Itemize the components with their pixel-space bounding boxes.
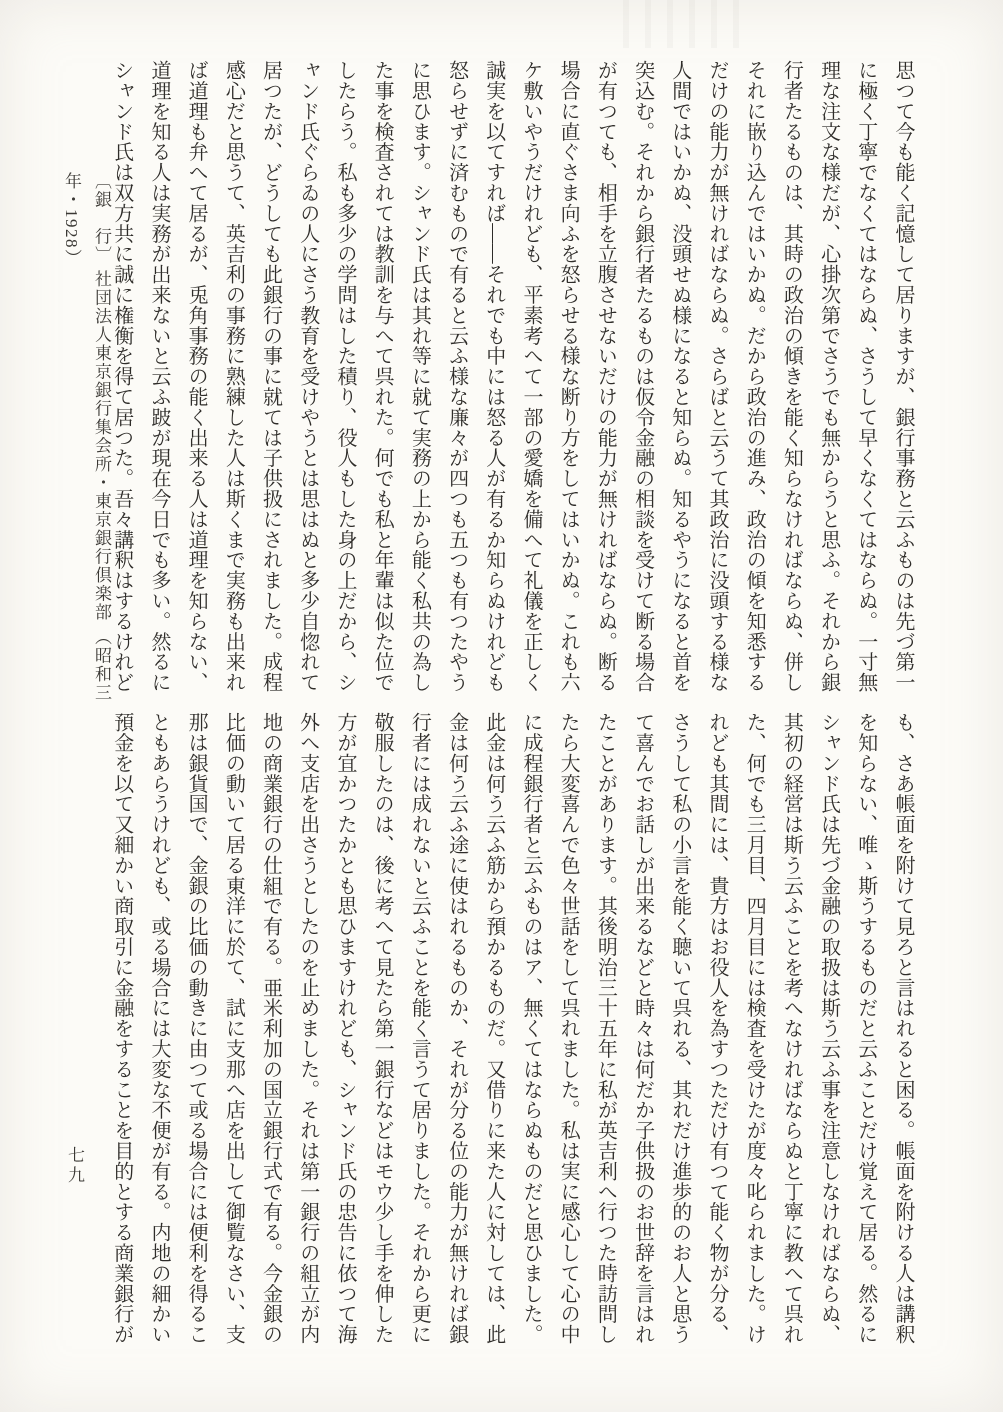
text-column: 那は銀貨国で、金銀の比価の動きに由つて或る場合には便利を得るこ xyxy=(185,712,208,1345)
text-column: さうして私の小言を能く聴いて呉れる、其れだけ進歩的のお人と思う xyxy=(668,712,691,1345)
text-column: て喜んでお話しが出来るなどと時々は何だか子供扱のお世辞を言はれ xyxy=(631,712,654,1345)
page-number: 七九 xyxy=(65,1146,84,1186)
text-column: 比価の動いて居る東洋に於て、試に支那へ店を出して御覧なさい、支 xyxy=(222,712,245,1345)
text-column: 行者には成れないと云ふことを能く言うて居りました。それから更に xyxy=(408,712,431,1345)
text-column: 道理を知る人は実務が出来ないと云ふ跛が現在今日でも多い。然るに xyxy=(147,60,170,693)
text-column: 此金は何う云ふ筋から預かるものだ。又借りに来た人に対しては、此 xyxy=(482,712,505,1345)
source-title: 社団法人東京銀行集会所・東京銀行倶楽部 xyxy=(92,270,111,622)
bottom-text-block xyxy=(103,712,921,1345)
text-column: 預金を以て又細かい商取引に金融をすることを目的とする商業銀行が xyxy=(110,712,133,1345)
top-text-block xyxy=(103,60,921,694)
text-column: た、何でも三月目、四月目には検査を受けたが度々叱られました。け xyxy=(743,712,766,1345)
text-column: 敬服したのは、後に考へて見たら第一銀行などはモウ少し手を伸した xyxy=(371,712,394,1345)
text-column: シャンド氏は双方共に誠に権衡を得て居つた。吾々講釈はするけれど xyxy=(110,60,133,693)
text-column: 誠実を以てすれば――それでも中には怒る人が有るか知らぬけれども xyxy=(482,60,505,693)
text-column: に極く丁寧でなくてはならぬ、さうして早くなくてはならぬ。一寸無 xyxy=(854,60,877,693)
text-column: 突込む。それから銀行者たるものは仮令金融の相談を受けて断る場合 xyxy=(631,60,654,693)
text-column: が有つても、相手を立腹させないだけの能力が無ければならぬ。断る xyxy=(594,60,617,693)
text-column: た事を検査されては教訓を与へて呉れた。何でも私と年輩は似た位で xyxy=(371,60,394,693)
text-column: 居つたが、どうしても此銀行の事に就ては子供扱にされました。成程 xyxy=(259,60,282,693)
text-column: に成程銀行者と云ふものはア、無くてはならぬものだと思ひました。 xyxy=(519,712,542,1345)
text-column: 其初の経営は斯う云ふことを考へなければならぬと丁寧に教へて呉れ xyxy=(780,712,803,1345)
text-column: 怒らせずに済むもので有ると云ふ様な廉々が四つも五つも有つたやう xyxy=(445,60,468,693)
scan-showthrough-artifact xyxy=(623,0,743,48)
text-column: ケ敷いやうだけれども、平素考へて一部の愛嬌を備へて礼儀を正しく xyxy=(519,60,542,693)
text-column: したらう。私も多少の学問はした積り、役人もした身の上だから、シ xyxy=(333,60,356,693)
text-column: れども其間には、貴方はお役人を為すつただけ有つて能く物が分る、 xyxy=(705,712,728,1345)
text-column: シャンド氏は先づ金融の取扱は斯う云ふ事を注意しなければならぬ、 xyxy=(817,712,840,1345)
text-column: たら大変喜んで色々世話をして呉れました。私は実に感心して心の中 xyxy=(557,712,580,1345)
text-column: 思つて今も能く記憶して居りますが、銀行事務と云ふものは先づ第一 xyxy=(892,60,914,693)
text-column: 人間ではいかぬ、没頭せぬ様になると知らぬ。知るやうになると首を xyxy=(668,60,691,693)
text-column: ば道理も弁へて居るが、兎角事務の能く出来る人は道理を知らない、 xyxy=(185,60,208,693)
text-column: に思ひます。シャンド氏は其れ等に就て実務の上から能く私共の為し xyxy=(408,60,431,693)
text-column: 感心だと思うて、英吉利の事務に熟練した人は斯くまで実務も出来れ xyxy=(222,60,245,693)
text-column: 行者たるものは、其時の政治の傾きを能く知らなければならぬ、併し xyxy=(780,60,803,693)
text-column: 地の商業銀行の仕組で有る。亜米利加の国立銀行式で有る。今金銀の xyxy=(259,712,282,1345)
text-column: それに嵌り込んではいかぬ。だから政治の進み、政治の傾を知悉する xyxy=(743,60,766,693)
source-date: （昭和三年・1928） xyxy=(62,172,111,702)
text-column: 外へ支店を出さうとしたのを止めました。それは第一銀行の組立が内 xyxy=(296,712,319,1345)
text-column: 理な注文な様だが、心掛次第でさうでも無からうと思ふ。それから銀 xyxy=(817,60,840,693)
text-column: ともあらうけれども、或る場合には大変な不便が有る。内地の細かい xyxy=(147,712,170,1345)
text-column: ャンド氏ぐらゐの人にさう教育を受けやうとは思はぬと多少自惚れて xyxy=(296,60,319,693)
source-caption xyxy=(56,172,116,720)
text-column: も、さあ帳面を附けて見ろと言はれると困る。帳面を附ける人は講釈 xyxy=(892,712,914,1345)
text-column: たことがあります。其後明治三十五年に私が英吉利へ行つた時訪問し xyxy=(594,712,617,1345)
category-tag: 〔銀 行〕 xyxy=(92,172,111,265)
text-column: 方が宜かつたかとも思ひますけれども、シャンド氏の忠告に依つて海 xyxy=(333,712,356,1345)
text-column: 金は何う云ふ途に使はれるものか、それが分る位の能力が無ければ銀 xyxy=(445,712,468,1345)
text-column: だけの能力が無ければならぬ。さらばと云うて其政治に没頭する様な xyxy=(705,60,728,693)
text-column: を知らない、唯ゝ斯うするものだと云ふことだけ覚えて居る。然るに xyxy=(854,712,877,1345)
text-column: 場合に直ぐさま向ふを怒らせる様な断り方をしてはいかぬ。これも六 xyxy=(557,60,580,693)
